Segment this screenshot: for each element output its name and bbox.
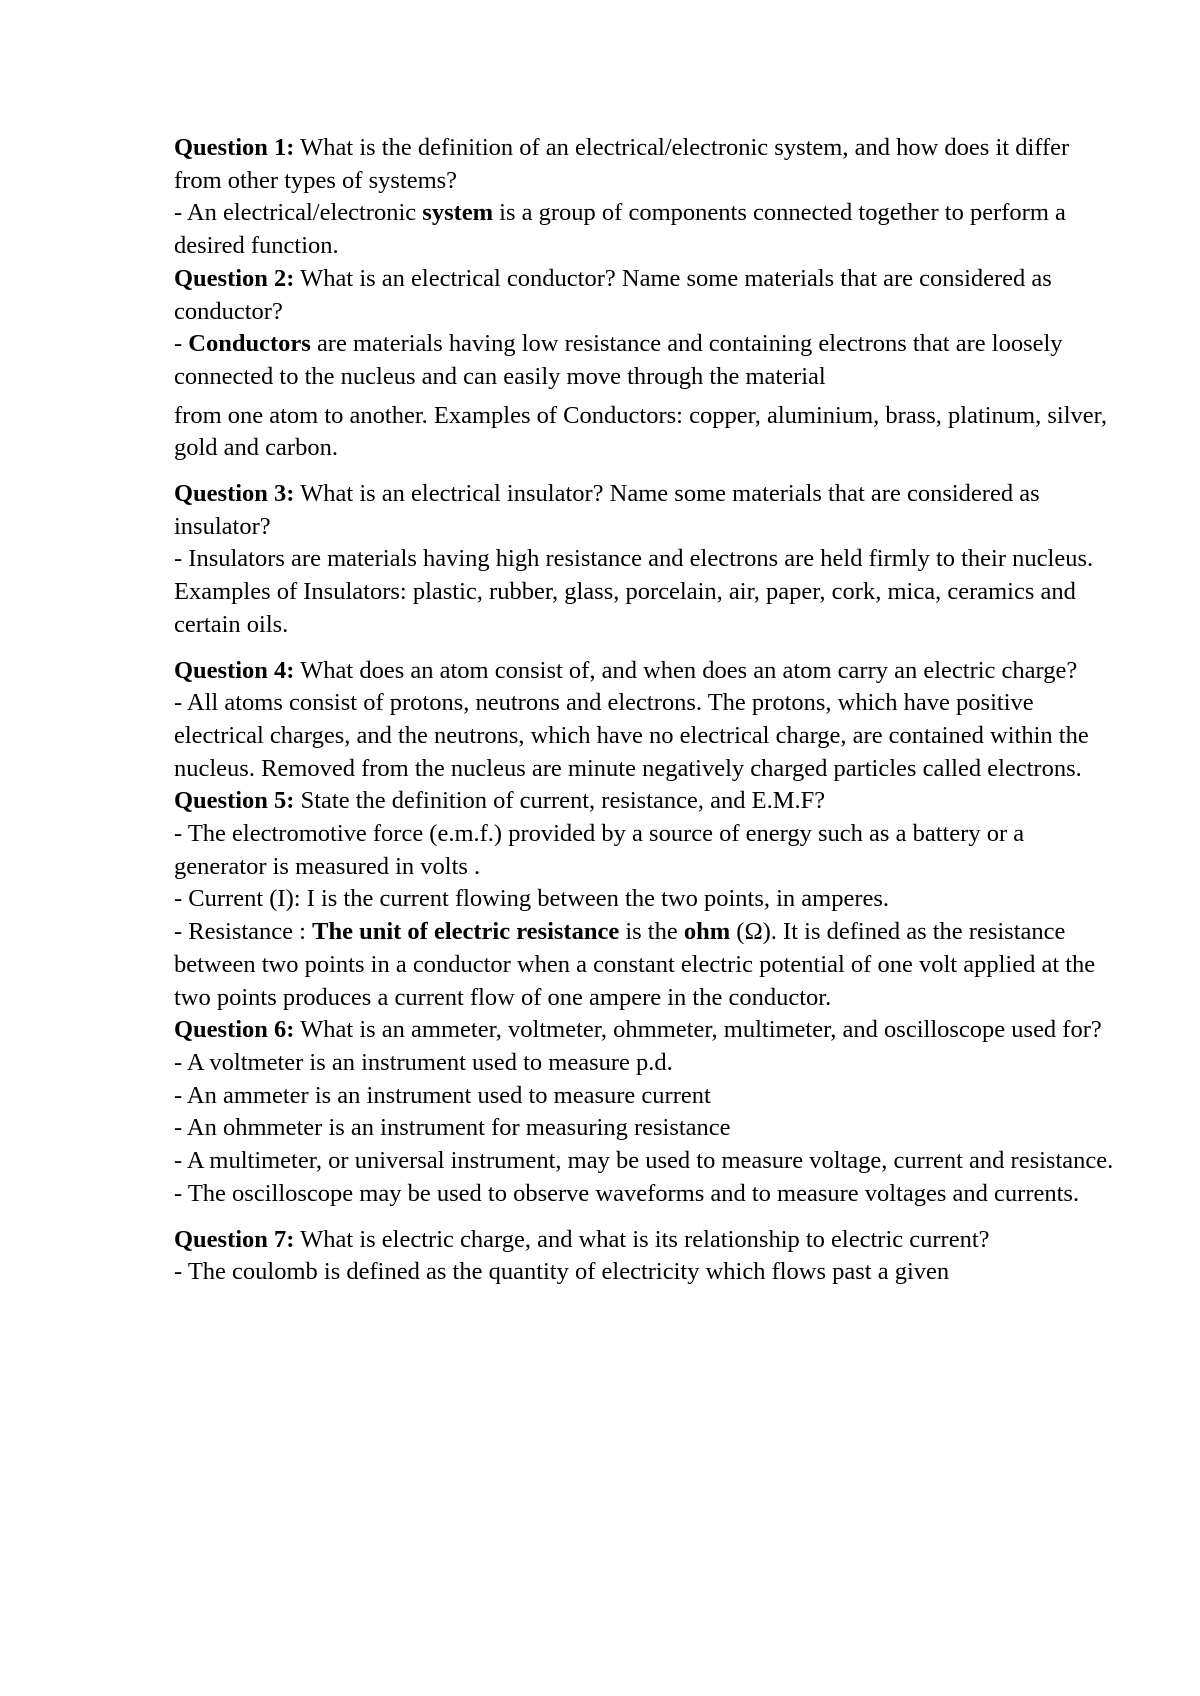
question-3-text: What is an electrical insulator? Name some materials that are considered as insulator? bbox=[174, 480, 1040, 540]
question-1 bbox=[174, 132, 1114, 263]
answer-text: - bbox=[174, 330, 189, 358]
question-5-answer-emf bbox=[174, 818, 1114, 883]
question-2-answer-continued bbox=[174, 400, 1114, 465]
document-body bbox=[174, 132, 1114, 1289]
question-5-text: State the definition of current, resistance, and E.M.F? bbox=[300, 787, 826, 815]
answer-text: - A voltmeter is an instrument used to measure p.d. bbox=[174, 1048, 673, 1076]
question-1-label: Question 1: bbox=[174, 134, 295, 161]
question-2-text: What is an electrical conductor? Name some materials that are considered as conductor? bbox=[174, 264, 1052, 325]
answer-text: is a group of components connected together to perform a desired function. bbox=[174, 199, 1066, 260]
answer-text: (Ω). It is defined as the resistance between two points in a conductor when a constant electric potential of one volt applied at the two points produces a current flow of one ampere in the conductor. bbox=[174, 918, 1096, 1011]
question-6-answer-ohmmeter bbox=[174, 1112, 1114, 1145]
question-4-answer bbox=[174, 687, 1114, 785]
answer-bold-term: The unit of electric resistance bbox=[312, 918, 620, 946]
answer-bold-term: Conductors bbox=[188, 330, 311, 358]
question-7-text: What is electric charge, and what is its relationship to electric current? bbox=[300, 1225, 990, 1253]
question-6-label: Question 6: bbox=[174, 1016, 295, 1044]
question-6-answer-oscilloscope bbox=[174, 1178, 1114, 1211]
question-7 bbox=[174, 1224, 1114, 1289]
question-5-label: Question 5: bbox=[174, 787, 295, 815]
question-3-answer bbox=[174, 543, 1114, 641]
question-6 bbox=[174, 1014, 1114, 1210]
question-7-prompt bbox=[174, 1224, 1114, 1257]
question-6-prompt bbox=[174, 1014, 1114, 1047]
question-4-text: What does an atom consist of, and when does an atom carry an electric charge? bbox=[300, 656, 1078, 684]
question-2-answer bbox=[174, 328, 1114, 393]
answer-text: - Current (I): I is the current flowing between the two points, in amperes. bbox=[174, 885, 890, 913]
question-7-answer bbox=[174, 1256, 1114, 1289]
answer-bold-term: ohm bbox=[683, 918, 731, 946]
answer-text: are materials having low resistance and containing electrons that are loosely connected to the nucleus and can easily move through the material bbox=[174, 330, 1063, 390]
answer-text: - An ammeter is an instrument used to measure current bbox=[174, 1081, 711, 1109]
question-1-answer bbox=[174, 197, 1114, 262]
question-4 bbox=[174, 655, 1114, 786]
question-7-label: Question 7: bbox=[174, 1225, 295, 1253]
question-4-prompt bbox=[174, 655, 1114, 688]
question-4-label: Question 4: bbox=[174, 656, 295, 684]
answer-text: - Insulators are materials having high resistance and electrons are held firmly to their nucleus. Examples of Insulators: plastic, rubber, glass, porcelain, air, paper, cork, mica, ceramics and certain oils. bbox=[174, 545, 1094, 638]
answer-text: - The oscilloscope may be used to observe waveforms and to measure voltages and currents. bbox=[174, 1179, 1080, 1207]
answer-text: - All atoms consist of protons, neutrons and electrons. The protons, which have positive electrical charges, and the neutrons, which have no electrical charge, are contained within the nucleus. Removed from the nucleus are minute negatively charged particles called electrons. bbox=[174, 689, 1089, 782]
question-3 bbox=[174, 478, 1114, 642]
question-3-prompt bbox=[174, 478, 1114, 543]
answer-text: - The electromotive force (e.m.f.) provided by a source of energy such as a battery or a generator is measured in volts . bbox=[174, 820, 1025, 880]
question-5 bbox=[174, 785, 1114, 1014]
question-2-label: Question 2: bbox=[174, 264, 295, 292]
answer-text: - A multimeter, or universal instrument, may be used to measure voltage, current and resistance. bbox=[174, 1147, 1114, 1175]
question-5-prompt bbox=[174, 785, 1114, 818]
question-6-answer-ammeter bbox=[174, 1080, 1114, 1113]
question-5-answer-resistance bbox=[174, 916, 1114, 1014]
question-2-prompt bbox=[174, 263, 1114, 328]
answer-text: from one atom to another. Examples of Conductors: copper, aluminium, brass, platinum, silver, gold and carbon. bbox=[174, 401, 1107, 462]
answer-text: - The coulomb is defined as the quantity of electricity which flows past a given bbox=[174, 1258, 950, 1286]
answer-text: - An electrical/electronic bbox=[174, 199, 423, 227]
question-1-text: What is the definition of an electrical/electronic system, and how does it differ from other types of systems? bbox=[174, 134, 1070, 194]
question-6-answer-voltmeter bbox=[174, 1047, 1114, 1080]
question-1-prompt bbox=[174, 132, 1114, 197]
question-6-answer-multimeter bbox=[174, 1145, 1114, 1178]
answer-text: - An ohmmeter is an instrument for measuring resistance bbox=[174, 1114, 731, 1142]
answer-text: - Resistance : bbox=[174, 918, 313, 946]
question-2 bbox=[174, 263, 1114, 465]
question-5-answer-current bbox=[174, 883, 1114, 916]
answer-text: is the bbox=[619, 918, 684, 946]
question-6-text: What is an ammeter, voltmeter, ohmmeter, multimeter, and oscilloscope used for? bbox=[300, 1016, 1102, 1044]
answer-bold-term: system bbox=[422, 199, 494, 227]
question-3-label: Question 3: bbox=[174, 480, 295, 508]
